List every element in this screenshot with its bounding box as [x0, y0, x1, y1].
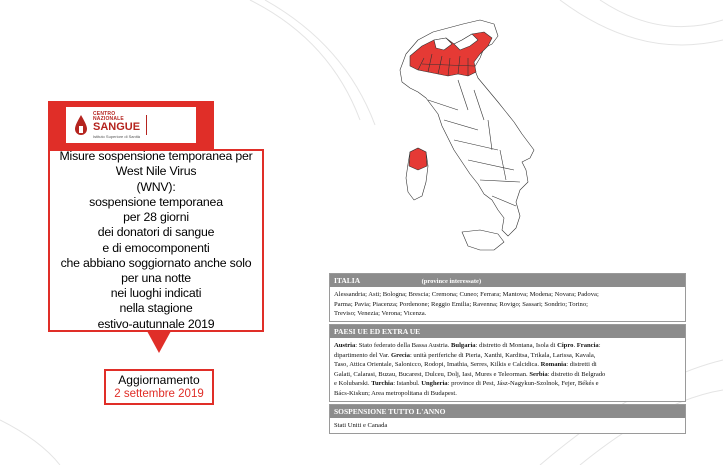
- paesi-title: PAESI UE ED EXTRA UE: [334, 327, 421, 336]
- logo-line-1: CENTRO: [93, 110, 116, 117]
- country-detail: :: [598, 342, 601, 349]
- italia-table: [329, 273, 686, 322]
- update-box: [104, 369, 214, 405]
- country-detail: : distretto di Montana, Isola di: [475, 342, 558, 349]
- logo-divider: [146, 115, 147, 135]
- message-line: e di emocomponenti: [102, 240, 210, 255]
- italy-map: [388, 10, 538, 270]
- update-title: Aggiornamento: [118, 373, 200, 387]
- paesi-line: [334, 360, 681, 370]
- sicily: [462, 230, 504, 250]
- sospensione-title: SOSPENSIONE TUTTO L'ANNO: [334, 407, 446, 416]
- logo-line-3: SANGUE: [93, 120, 141, 133]
- country-detail: .: [573, 342, 577, 349]
- message-line: nella stagione: [119, 301, 193, 316]
- italia-table-header: [330, 274, 685, 287]
- italia-title: ITALIA: [334, 276, 360, 285]
- country-name: Francia: [576, 342, 599, 349]
- paesi-line: [334, 370, 681, 380]
- country-detail: dipartimento del Var.: [334, 351, 392, 359]
- message-line: (WNV):: [136, 179, 176, 194]
- message-line: West Nile Virus: [115, 164, 197, 179]
- paesi-line: [334, 379, 681, 389]
- blood-drop-logo-icon: [74, 114, 88, 136]
- logo-card: [48, 101, 214, 149]
- country-name: Austria: [334, 342, 356, 349]
- sospensione-table-header: [330, 405, 685, 418]
- country-name: Serbia: [529, 370, 548, 378]
- message-line: estivo-autunnale 2019: [97, 316, 215, 331]
- country-detail: : unità periferiche di Pieria, Xanthi, Karditsa, Trikala, Larissa, Kavala,: [409, 351, 596, 359]
- message-line: dei donatori di sangue: [97, 225, 215, 240]
- country-detail: : Stato federato della Bassa Austria.: [355, 342, 452, 349]
- italia-line: Alessandria; Asti; Bologna; Brescia; Cremona; Cuneo; Ferrara; Mantova; Modena; Novara; Padova;: [334, 291, 599, 298]
- italia-line: Parma; Pavia; Piacenza; Pordenone; Reggio Emilia; Ravenna; Rovigo; Sassari; Sondrio; Torino;: [334, 300, 588, 308]
- paesi-line: [334, 341, 681, 351]
- update-date: 2 settembre 2019: [114, 388, 204, 400]
- country-name: Turchia: [371, 380, 394, 388]
- country-detail: : Istanbul.: [393, 380, 422, 388]
- italia-line: Treviso; Venezia; Verona; Vicenza.: [334, 310, 427, 318]
- country-name: Cipro: [557, 342, 574, 349]
- logo-subtitle: Istituto Superiore di Sanità: [93, 133, 140, 139]
- message-line: sospensione temporanea: [89, 194, 223, 209]
- italia-provinces: [330, 287, 685, 321]
- paesi-line: [334, 351, 681, 361]
- country-detail: Galati, Calarasi, Buzau, Bucarest, Dulceu, Dolj, Iasi, Mures e Teleorman.: [334, 370, 530, 378]
- country-name: Romania: [540, 361, 567, 369]
- country-name: Bulgaria: [451, 342, 476, 349]
- country-name: Grecia: [391, 351, 410, 359]
- message-line: che abbiano soggiornato anche solo: [60, 255, 252, 270]
- centro-nazionale-sangue-logo: [66, 107, 196, 143]
- logo-line-2: NAZIONALE: [93, 115, 124, 122]
- callout-pointer: [147, 331, 171, 353]
- country-name: Ungheria: [421, 380, 448, 388]
- sardinia-highlight: [409, 148, 427, 170]
- message-line: per 28 giorni: [123, 210, 189, 225]
- sospensione-body: Stati Uniti e Canada: [334, 422, 388, 429]
- italia-subtitle: (province interessate): [421, 278, 482, 285]
- message-line: per una notte: [121, 270, 191, 285]
- paesi-table: [329, 324, 686, 402]
- country-detail: e Kolubarski.: [334, 380, 372, 388]
- sospensione-table: [329, 404, 686, 434]
- paesi-line: [334, 389, 681, 399]
- paesi-table-header: [330, 325, 685, 338]
- country-detail: Taso, Attica Orientale, Salonicco, Rodopi, Imathia, Serres, Kilkis e Calcidica.: [334, 361, 541, 369]
- country-detail: Bács-Kiskun; Area metropolitana di Budapest.: [334, 389, 457, 397]
- message-line: nei luoghi indicati: [110, 286, 202, 301]
- country-detail: : distretti di: [566, 361, 597, 369]
- message-line: Misure sospensione temporanea per: [59, 149, 253, 164]
- paesi-countries: [330, 338, 685, 401]
- country-detail: : province di Pest, Jász-Nagykun-Szolnok, Fejer, Békés e: [447, 380, 599, 388]
- country-detail: : distretto di Belgrado: [547, 370, 606, 378]
- wnv-message-box: [48, 149, 264, 332]
